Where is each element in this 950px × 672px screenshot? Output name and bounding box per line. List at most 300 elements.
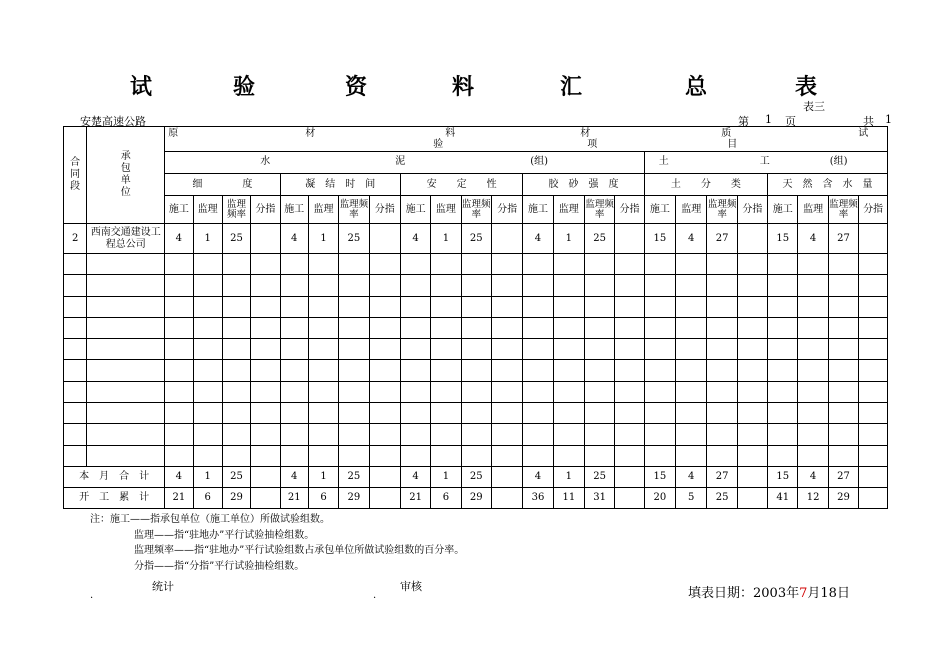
table-cell	[369, 466, 400, 487]
table-cell	[339, 381, 369, 402]
soil-word: 工	[759, 155, 770, 167]
column-header: 分指	[615, 196, 644, 224]
column-header: 监理	[798, 196, 828, 224]
table-cell	[308, 339, 338, 360]
fineness-header: 细 度	[165, 174, 280, 196]
note-line: 注：施工——指承包单位（施工单位）所做试验组数。	[90, 514, 330, 525]
table-cell	[222, 360, 250, 381]
table-cell	[798, 445, 828, 466]
table-cell	[859, 445, 888, 466]
cement-word: 泥	[395, 155, 406, 167]
title-word: 材	[305, 128, 316, 139]
table-cell	[676, 339, 707, 360]
table-cell	[400, 317, 430, 338]
table-cell	[553, 403, 584, 424]
table-cell: 4	[523, 466, 553, 487]
table-cell	[251, 296, 280, 317]
column-header: 施工	[768, 196, 798, 224]
table-cell	[87, 317, 165, 338]
table-cell	[165, 296, 193, 317]
table-cell	[615, 381, 644, 402]
title-char: 验	[233, 75, 256, 100]
table-cell	[461, 424, 491, 445]
table-cell	[369, 445, 400, 466]
column-header: 施工	[400, 196, 430, 224]
table-cell	[798, 317, 828, 338]
table-row	[64, 339, 888, 360]
table-cell	[165, 254, 193, 275]
title-char: 表	[795, 75, 818, 100]
table-cell	[859, 403, 888, 424]
table-cell	[553, 296, 584, 317]
table-cell	[798, 275, 828, 296]
table-cell	[553, 360, 584, 381]
table-cell	[768, 339, 798, 360]
table-cell	[222, 424, 250, 445]
column-header: 监理频率	[585, 196, 615, 224]
table-cell	[859, 424, 888, 445]
table-cell	[165, 424, 193, 445]
table-cell	[585, 296, 615, 317]
table-cell	[308, 296, 338, 317]
table-cell: 21	[400, 487, 430, 508]
table-cell	[339, 275, 369, 296]
table-cell	[193, 254, 222, 275]
moisture-header: 天 然 含 水 量	[768, 174, 888, 196]
table-cell	[280, 403, 308, 424]
table-cell: 29	[222, 487, 250, 508]
table-cell	[461, 360, 491, 381]
table-cell	[828, 317, 858, 338]
table-row	[64, 317, 888, 338]
strength-header: 胶 砂 强 度	[523, 174, 644, 196]
table-cell	[369, 254, 400, 275]
table-cell: 本 月 合 计	[64, 466, 165, 487]
table-cell	[251, 317, 280, 338]
table-cell	[707, 339, 737, 360]
table-cell	[859, 224, 888, 254]
month-total-row	[64, 466, 888, 487]
table-cell	[87, 275, 165, 296]
page-number: 1	[765, 113, 772, 126]
column-header: 监理频率	[828, 196, 858, 224]
table-cell	[222, 254, 250, 275]
table-cell	[339, 317, 369, 338]
table-cell: 1	[553, 466, 584, 487]
table-cell	[251, 360, 280, 381]
table-cell	[491, 424, 522, 445]
table-cell	[676, 296, 707, 317]
table-cell	[644, 424, 675, 445]
table-cell	[553, 381, 584, 402]
table-cell: 5	[676, 487, 707, 508]
table-cell	[768, 445, 798, 466]
table-cell	[798, 296, 828, 317]
table-cell	[859, 487, 888, 508]
table-cell	[64, 360, 87, 381]
table-row	[64, 381, 888, 402]
table-cell	[737, 317, 767, 338]
header-unit-label: 承包单位	[120, 151, 131, 198]
cement-group-header	[165, 152, 645, 174]
table-cell	[308, 403, 338, 424]
table-cell	[615, 339, 644, 360]
table-cell	[828, 403, 858, 424]
table-cell	[280, 317, 308, 338]
table-cell: 25	[339, 224, 369, 254]
table-cell	[222, 296, 250, 317]
table-cell	[615, 275, 644, 296]
table-cell	[615, 445, 644, 466]
table-cell	[339, 360, 369, 381]
table-cell	[491, 360, 522, 381]
table-cell	[768, 275, 798, 296]
table-cell: 25	[222, 466, 250, 487]
column-header: 分指	[859, 196, 888, 224]
table-cell	[64, 424, 87, 445]
table-row	[64, 360, 888, 381]
table-cell	[280, 381, 308, 402]
table-cell	[280, 424, 308, 445]
table-cell	[280, 275, 308, 296]
project-name: 安楚高速公路	[80, 115, 146, 128]
table-cell	[737, 466, 767, 487]
table-cell	[339, 254, 369, 275]
table-cell: 4	[400, 224, 430, 254]
table-cell	[737, 424, 767, 445]
table-cell	[798, 381, 828, 402]
title-word: 质	[721, 128, 732, 139]
table-cell	[491, 254, 522, 275]
table-cell	[737, 254, 767, 275]
table-cell	[400, 403, 430, 424]
table-cell	[431, 254, 461, 275]
soundness-header: 安 定 性	[400, 174, 522, 196]
table-cell	[737, 360, 767, 381]
title-word: 原	[168, 128, 179, 139]
table-cell	[615, 254, 644, 275]
table-cell	[308, 317, 338, 338]
column-header: 监理	[553, 196, 584, 224]
notes	[90, 512, 464, 574]
table-cell	[431, 339, 461, 360]
table-cell	[280, 360, 308, 381]
table-cell	[339, 403, 369, 424]
table-cell	[193, 381, 222, 402]
column-header: 监理频率	[461, 196, 491, 224]
table-cell	[369, 403, 400, 424]
table-cell: 4	[676, 224, 707, 254]
cement-word: (组)	[530, 155, 548, 167]
table-cell: 12	[798, 487, 828, 508]
table-cell	[615, 317, 644, 338]
table-cell	[369, 224, 400, 254]
table-cell: 6	[431, 487, 461, 508]
table-cell	[280, 296, 308, 317]
table-row	[64, 445, 888, 466]
form-number: 表三	[803, 100, 825, 113]
table-cell	[676, 275, 707, 296]
table-cell	[222, 339, 250, 360]
table-cell	[87, 381, 165, 402]
column-header: 监理	[431, 196, 461, 224]
table-cell: 20	[644, 487, 675, 508]
header-unit	[87, 127, 165, 224]
table-cell	[615, 466, 644, 487]
table-cell	[491, 275, 522, 296]
table-cell	[461, 403, 491, 424]
table-cell: 4	[280, 224, 308, 254]
table-cell	[859, 317, 888, 338]
table-row	[64, 224, 888, 254]
table-cell	[339, 339, 369, 360]
table-cell	[798, 360, 828, 381]
table-cell	[165, 275, 193, 296]
table-cell	[491, 487, 522, 508]
table-cell	[400, 445, 430, 466]
table-cell	[859, 254, 888, 275]
table-cell	[369, 275, 400, 296]
table-cell	[737, 445, 767, 466]
table-cell	[251, 339, 280, 360]
table-cell	[644, 381, 675, 402]
table-cell	[165, 360, 193, 381]
table-cell: 4	[165, 224, 193, 254]
table-cell	[64, 403, 87, 424]
table-cell: 25	[707, 487, 737, 508]
title-char: 汇	[560, 75, 583, 100]
table-cell	[553, 445, 584, 466]
cumulative-row	[64, 487, 888, 508]
grading-header: 土 分 类	[644, 174, 767, 196]
table-cell	[400, 381, 430, 402]
title-word: 试	[858, 128, 869, 139]
table-cell: 15	[768, 466, 798, 487]
table-cell: 27	[828, 224, 858, 254]
table-cell	[553, 275, 584, 296]
table-cell: 25	[461, 224, 491, 254]
table-cell	[768, 424, 798, 445]
table-cell	[87, 403, 165, 424]
table-cell: 2	[64, 224, 87, 254]
table-cell	[523, 296, 553, 317]
table-cell: 1	[193, 224, 222, 254]
table-cell: 4	[523, 224, 553, 254]
table-cell	[859, 339, 888, 360]
column-header: 分指	[369, 196, 400, 224]
table-cell	[676, 317, 707, 338]
table-row	[64, 403, 888, 424]
table-cell	[737, 224, 767, 254]
table-cell	[339, 296, 369, 317]
page-title	[0, 70, 950, 100]
table-cell	[644, 445, 675, 466]
table-cell	[64, 275, 87, 296]
table-cell: 27	[707, 466, 737, 487]
table-cell	[308, 445, 338, 466]
table-cell	[523, 360, 553, 381]
table-cell: 25	[585, 224, 615, 254]
table-cell: 27	[828, 466, 858, 487]
table-cell	[251, 466, 280, 487]
table-cell	[585, 360, 615, 381]
table-cell	[676, 445, 707, 466]
table-cell: 29	[828, 487, 858, 508]
column-header: 监理频率	[222, 196, 250, 224]
table-cell	[400, 275, 430, 296]
table-cell	[431, 275, 461, 296]
table-cell	[491, 224, 522, 254]
date-year: 2003年	[753, 586, 800, 601]
title-word: 验	[433, 139, 444, 150]
table-cell	[828, 424, 858, 445]
table-cell	[615, 424, 644, 445]
table-cell: 1	[431, 466, 461, 487]
table-cell	[828, 339, 858, 360]
table-cell	[431, 445, 461, 466]
table-cell	[193, 403, 222, 424]
table-cell	[431, 317, 461, 338]
table-cell	[87, 445, 165, 466]
table-cell	[251, 445, 280, 466]
date-month-unit: 月	[807, 586, 821, 601]
table-cell	[251, 275, 280, 296]
table-cell	[859, 381, 888, 402]
page-unit: 页	[785, 115, 796, 128]
column-header: 监理	[676, 196, 707, 224]
table-cell	[707, 445, 737, 466]
table-cell	[87, 339, 165, 360]
table-cell: 4	[165, 466, 193, 487]
table-cell	[193, 445, 222, 466]
soil-group-header	[644, 152, 887, 174]
table-cell	[400, 254, 430, 275]
table-cell	[523, 424, 553, 445]
table-cell	[280, 254, 308, 275]
cement-word: 水	[260, 155, 271, 167]
table-cell	[676, 403, 707, 424]
page-total-prefix: 共	[863, 115, 874, 128]
table-cell	[523, 275, 553, 296]
table-cell	[553, 339, 584, 360]
table-cell: 11	[553, 487, 584, 508]
table-cell	[707, 381, 737, 402]
table-cell	[280, 445, 308, 466]
column-header: 分指	[251, 196, 280, 224]
title-char: 资	[345, 75, 368, 100]
table-cell	[251, 487, 280, 508]
table-cell	[768, 317, 798, 338]
table-cell: 25	[585, 466, 615, 487]
table-cell	[523, 339, 553, 360]
column-header: 分指	[491, 196, 522, 224]
table-cell: 21	[165, 487, 193, 508]
table-cell	[491, 296, 522, 317]
table-cell	[676, 360, 707, 381]
title-word: 项	[587, 139, 598, 150]
table-cell	[585, 403, 615, 424]
table-cell	[87, 360, 165, 381]
table-row	[64, 275, 888, 296]
table-cell: 4	[798, 224, 828, 254]
table-cell	[193, 317, 222, 338]
table-cell	[768, 296, 798, 317]
table-cell	[798, 254, 828, 275]
table-cell	[737, 403, 767, 424]
table-cell	[523, 403, 553, 424]
table-cell	[308, 275, 338, 296]
table-cell	[828, 296, 858, 317]
column-header: 分指	[737, 196, 767, 224]
soil-word: 土	[658, 155, 669, 167]
table-cell	[828, 445, 858, 466]
table-cell	[644, 254, 675, 275]
table-cell: 25	[339, 466, 369, 487]
column-header: 施工	[644, 196, 675, 224]
table-cell	[400, 360, 430, 381]
table-cell	[64, 445, 87, 466]
table-cell	[491, 381, 522, 402]
table-cell	[461, 445, 491, 466]
table-cell	[193, 339, 222, 360]
page-total: 1	[885, 113, 892, 126]
table-cell	[251, 254, 280, 275]
table-cell	[859, 466, 888, 487]
table-cell	[165, 381, 193, 402]
table-cell	[737, 487, 767, 508]
table-cell	[461, 254, 491, 275]
table-cell	[193, 424, 222, 445]
table-cell	[491, 403, 522, 424]
table-cell	[707, 317, 737, 338]
table-cell	[64, 381, 87, 402]
stats-dot: .	[90, 590, 94, 601]
table-cell	[87, 424, 165, 445]
table-cell	[615, 487, 644, 508]
table-cell: 西南交通建设工程总公司	[87, 224, 165, 254]
table-cell	[491, 466, 522, 487]
table-cell	[585, 254, 615, 275]
table-row	[64, 424, 888, 445]
table-cell	[87, 296, 165, 317]
column-header: 监理	[193, 196, 222, 224]
table-cell	[461, 275, 491, 296]
table-cell	[644, 360, 675, 381]
table-cell	[491, 445, 522, 466]
column-header: 监理	[308, 196, 338, 224]
table-cell	[553, 317, 584, 338]
data-body	[64, 224, 888, 509]
table-cell: 31	[585, 487, 615, 508]
table-cell	[222, 403, 250, 424]
table-cell	[461, 317, 491, 338]
table-cell	[859, 275, 888, 296]
table-cell: 21	[280, 487, 308, 508]
table-cell: 41	[768, 487, 798, 508]
table-cell	[553, 254, 584, 275]
table-cell	[859, 296, 888, 317]
table-cell	[523, 317, 553, 338]
table-cell	[859, 360, 888, 381]
table-cell	[644, 275, 675, 296]
table-cell	[615, 296, 644, 317]
table-cell	[165, 403, 193, 424]
table-cell	[828, 381, 858, 402]
table-cell: 4	[280, 466, 308, 487]
table-cell	[251, 403, 280, 424]
table-cell	[87, 254, 165, 275]
table-cell: 15	[768, 224, 798, 254]
